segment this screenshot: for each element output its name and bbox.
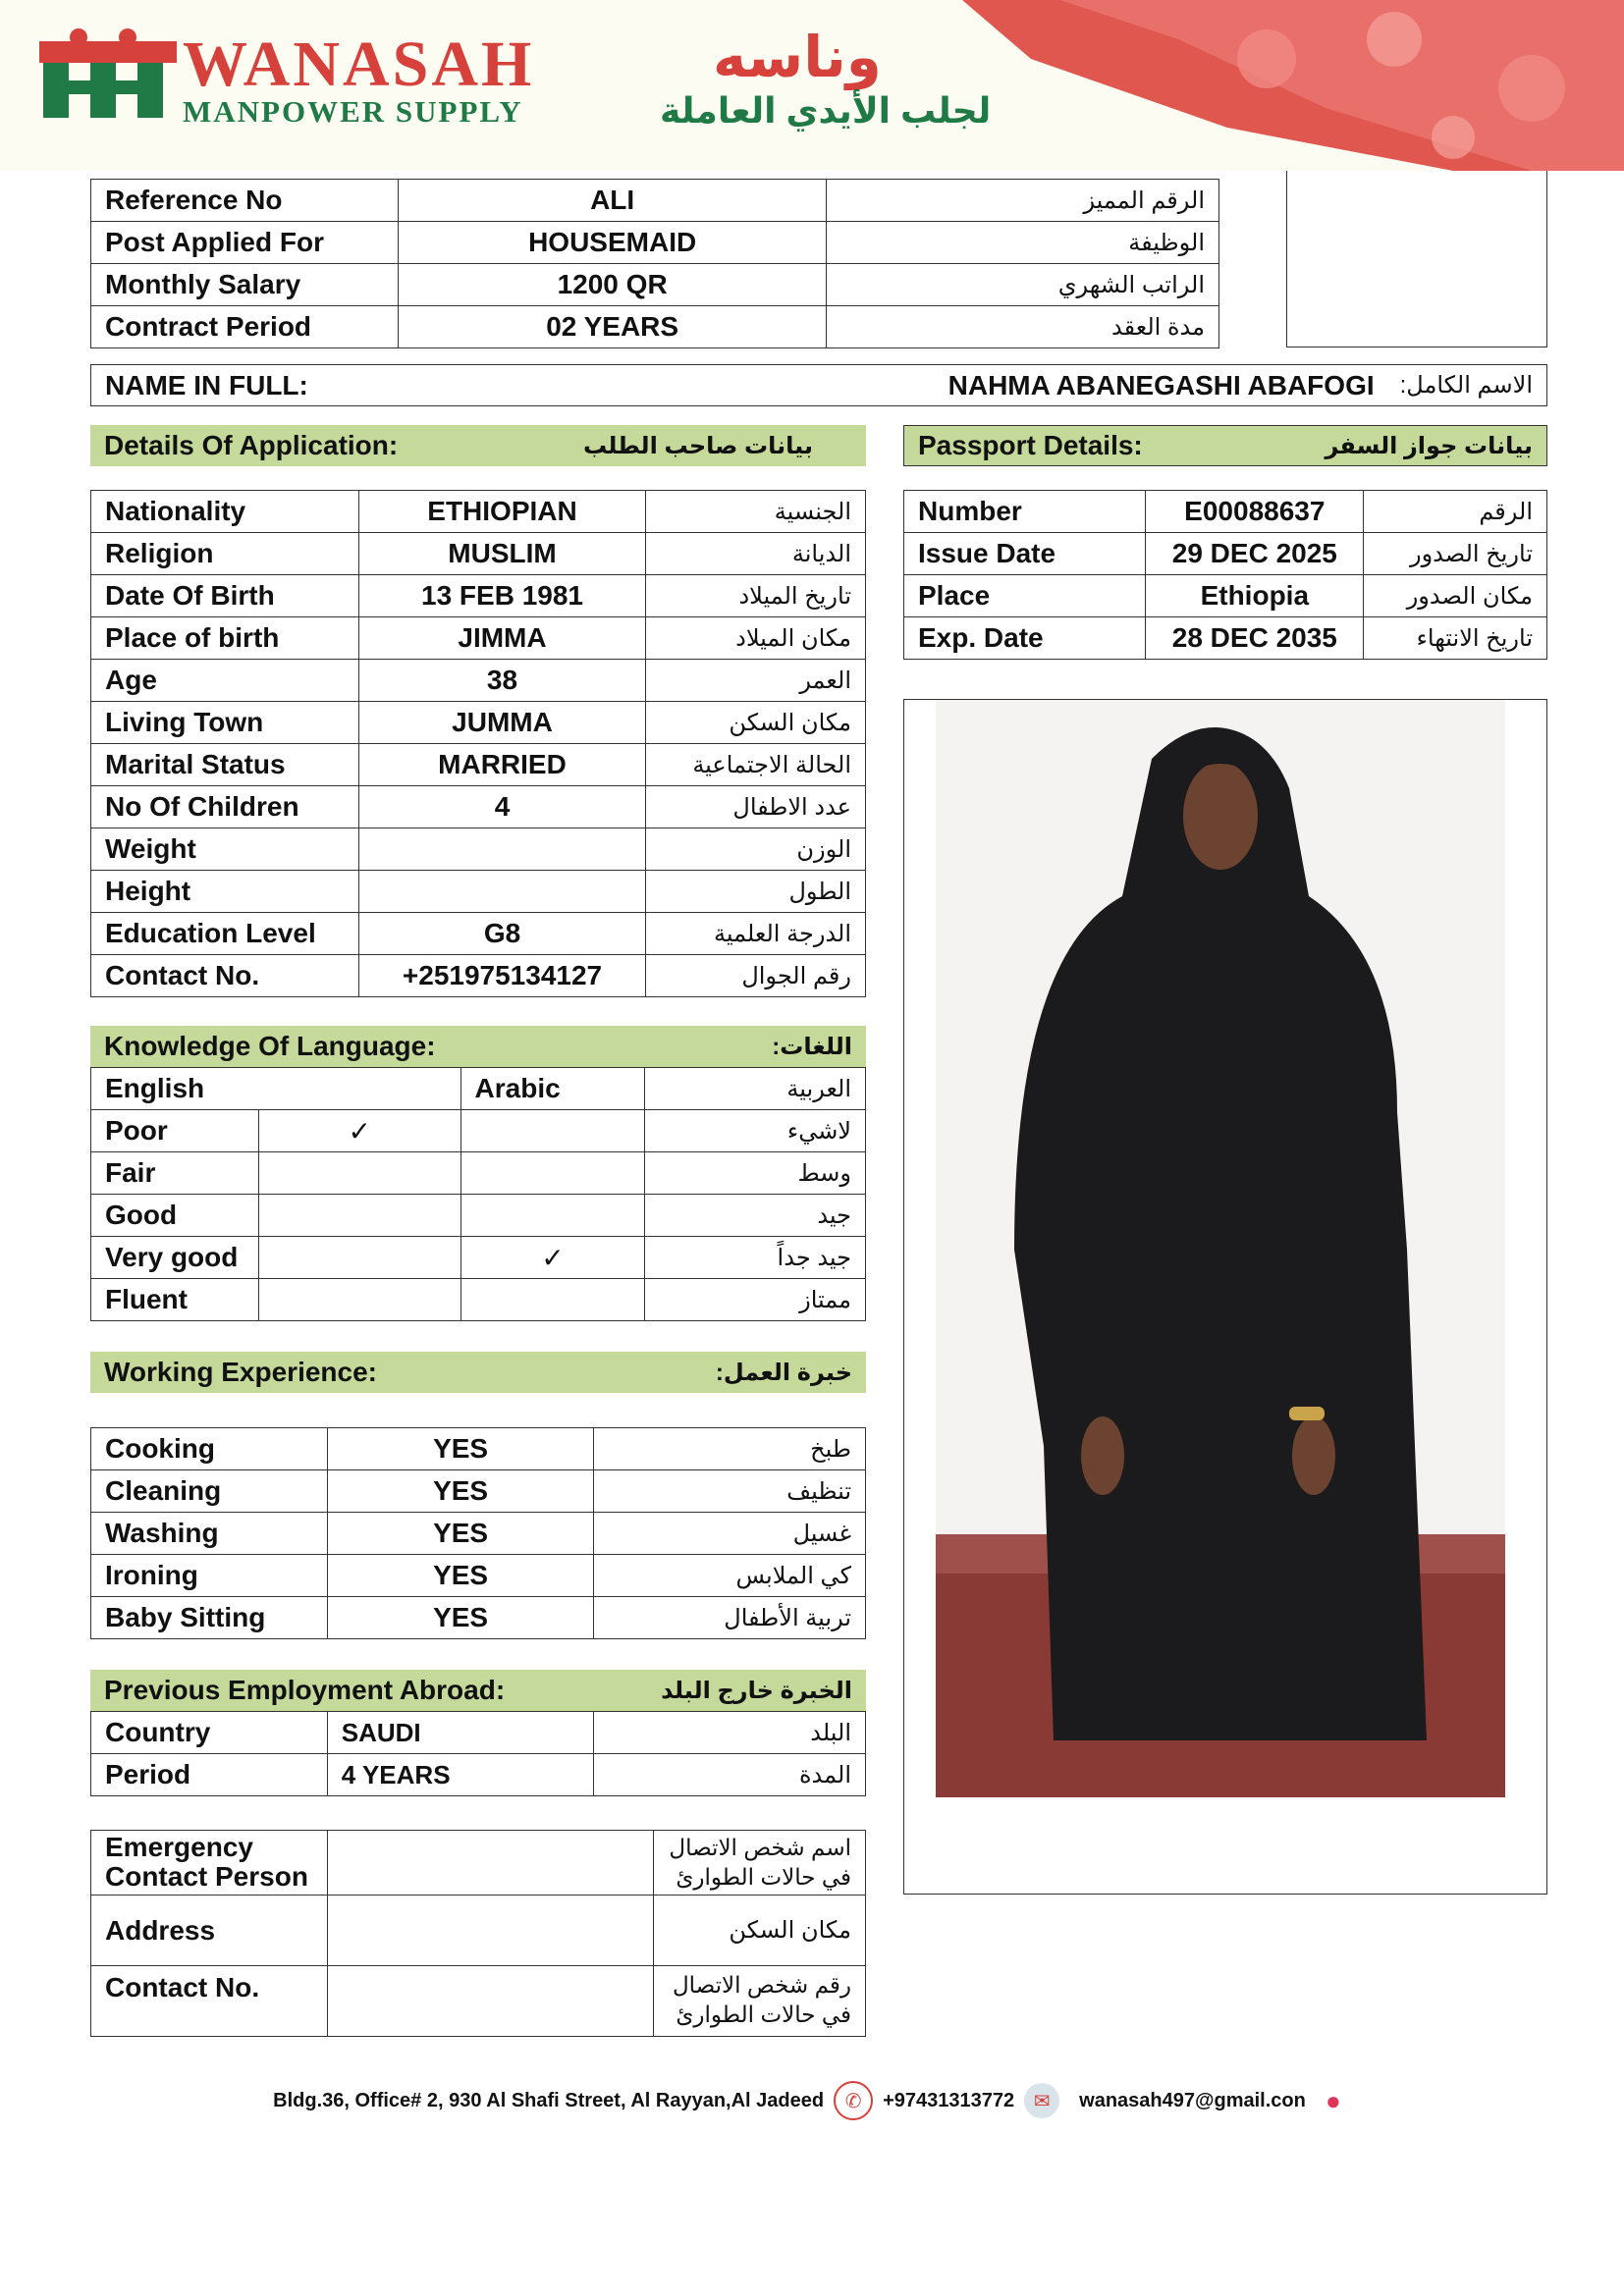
- abroad-table: [90, 1711, 866, 1796]
- footer: [0, 2081, 1624, 2120]
- table-row: Fluent ممتاز: [91, 1279, 866, 1321]
- table-row: Weight الوزن: [91, 828, 866, 871]
- table-row: Fair وسط: [91, 1152, 866, 1195]
- check-icon: ✓: [460, 1237, 645, 1279]
- table-row: Nationality ETHIOPIAN الجنسية: [91, 491, 866, 533]
- table-row: Exp. Date 28 DEC 2035 تاريخ الانتهاء: [904, 617, 1547, 660]
- experience-section-header: Working Experience: خبرة العمل:: [90, 1352, 866, 1393]
- check-icon: ✓: [258, 1110, 460, 1152]
- table-row: Cooking YES طبخ: [91, 1428, 866, 1470]
- table-row: Address مكان السكن: [91, 1896, 866, 1966]
- table-row: No Of Children 4 عدد الاطفال: [91, 786, 866, 828]
- table-row: Cleaning YES تنظيف: [91, 1470, 866, 1513]
- table-row: Emergency Contact Person اسم شخص الاتصال في حالات الطوارئ: [91, 1831, 866, 1896]
- company-logo-icon: [39, 28, 177, 118]
- table-row: Contract Period 02 YEARS مدة العقد: [91, 306, 1219, 348]
- top-info-table: [90, 179, 1219, 348]
- table-row: Post Applied For HOUSEMAID الوظيفة: [91, 222, 1219, 264]
- footer-email: wanasah497@gmail.con: [1079, 2089, 1306, 2111]
- photo-frame: [903, 699, 1547, 1895]
- mail-icon: ✉: [1024, 2083, 1059, 2118]
- table-row: Place of birth JIMMA مكان الميلاد: [91, 617, 866, 660]
- table-row: Washing YES غسيل: [91, 1513, 866, 1555]
- brand-subtitle: MANPOWER SUPPLY: [183, 94, 523, 129]
- table-row: Issue Date 29 DEC 2025 تاريخ الصدور: [904, 533, 1547, 575]
- table-row: Marital Status MARRIED الحالة الاجتماعية: [91, 744, 866, 786]
- table-row: Monthly Salary 1200 QR الراتب الشهري: [91, 264, 1219, 306]
- table-row: Reference No ALI الرقم المميز: [91, 180, 1219, 222]
- table-row: Poor ✓ لاشيء: [91, 1110, 866, 1152]
- language-section-header: Knowledge Of Language: اللغات:: [90, 1026, 866, 1067]
- emergency-table: [90, 1830, 866, 2037]
- table-row: Height الطول: [91, 871, 866, 913]
- footer-phone: +97431313772: [883, 2089, 1015, 2111]
- table-row: Good جيد: [91, 1195, 866, 1237]
- table-row: English Arabic العربية: [91, 1068, 866, 1110]
- table-row: Very good ✓ جيد جداً: [91, 1237, 866, 1279]
- full-name-label-arabic: الاسم الكامل:: [1399, 372, 1533, 399]
- table-row: Date Of Birth 13 FEB 1981 تاريخ الميلاد: [91, 575, 866, 617]
- header-banner: [0, 0, 1624, 171]
- small-photo-box: [1286, 171, 1547, 347]
- passport-section-header: Passport Details: بيانات جواز السفر: [903, 425, 1547, 466]
- table-row: Age 38 العمر: [91, 660, 866, 702]
- applicant-photo: [936, 700, 1505, 1797]
- table-row: Number E00088637 الرقم: [904, 491, 1547, 533]
- table-row: Baby Sitting YES تربية الأطفال: [91, 1597, 866, 1639]
- abroad-section-header: Previous Employment Abroad: الخبرة خارج البلد: [90, 1670, 866, 1711]
- full-name-label: NAME IN FULL:: [105, 369, 308, 400]
- table-row: Contact No. +251975134127 رقم الجوال: [91, 955, 866, 997]
- passport-table: [903, 490, 1547, 660]
- language-table: [90, 1067, 866, 1321]
- brand-subtitle-arabic: لجلب الأيدي العاملة: [660, 90, 992, 131]
- table-row: Contact No. رقم شخص الاتصال في حالات الطوارئ: [91, 1966, 866, 2037]
- table-row: Place Ethiopia مكان الصدور: [904, 575, 1547, 617]
- table-row: Education Level G8 الدرجة العلمية: [91, 913, 866, 955]
- brand-name: WANASAH: [183, 28, 535, 100]
- table-row: Period 4 YEARS المدة: [91, 1754, 866, 1796]
- experience-table: [90, 1427, 866, 1639]
- full-name-row: [90, 364, 1547, 406]
- application-table: [90, 490, 866, 997]
- location-pin-icon: ●: [1325, 2085, 1341, 2115]
- table-row: Ironing YES كي الملابس: [91, 1555, 866, 1597]
- phone-icon: ✆: [834, 2081, 873, 2120]
- table-row: Living Town JUMMA مكان السكن: [91, 702, 866, 744]
- footer-address: Bldg.36, Office# 2, 930 Al Shafi Street, Al Rayyan,Al Jadeed: [273, 2089, 825, 2111]
- brand-name-arabic: وناسه: [713, 26, 882, 89]
- application-section-header: Details Of Application: بيانات صاحب الطلب: [90, 425, 866, 466]
- table-row: Country SAUDI البلد: [91, 1712, 866, 1754]
- full-name-value: NAHMA ABANEGASHI ABAFOGI: [947, 369, 1375, 400]
- table-row: Religion MUSLIM الديانة: [91, 533, 866, 575]
